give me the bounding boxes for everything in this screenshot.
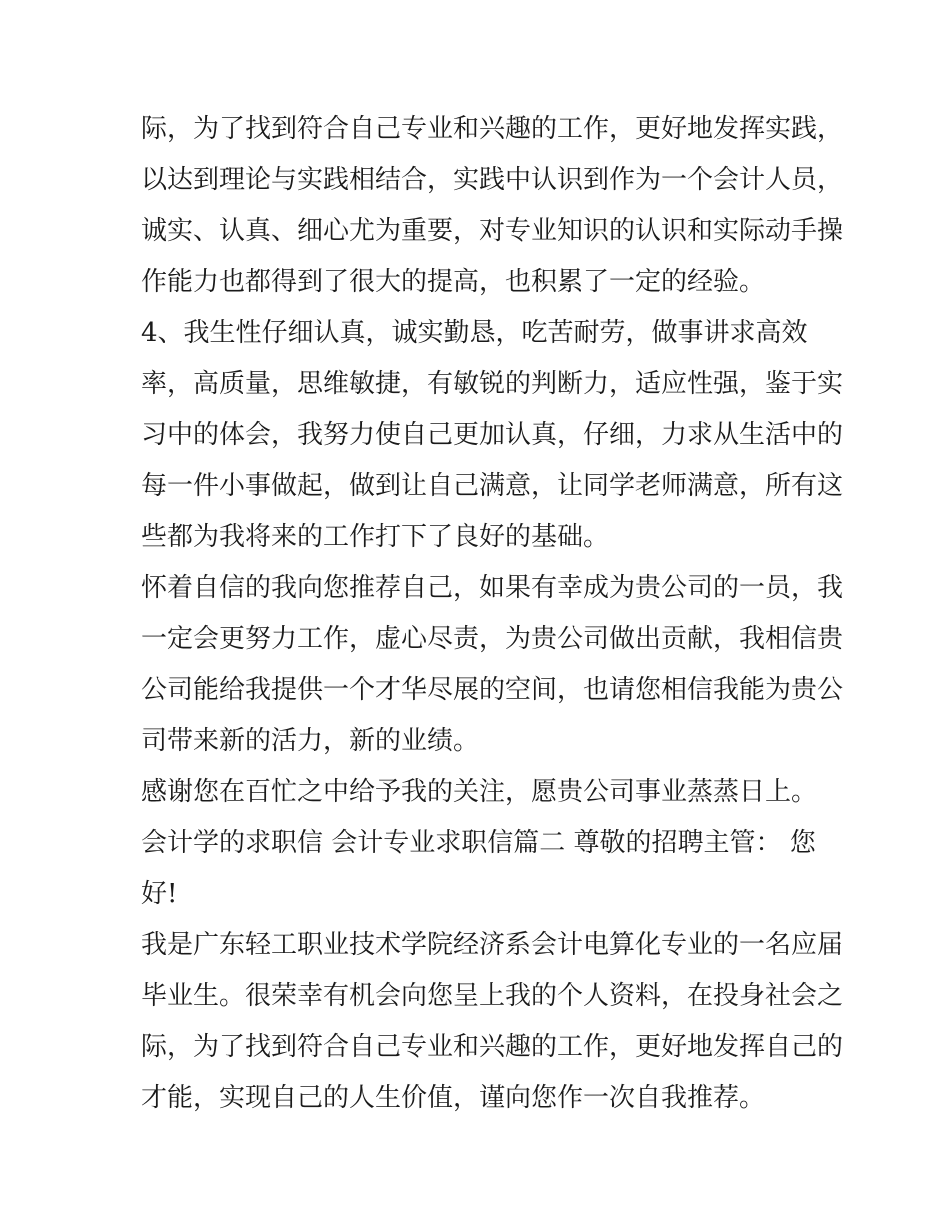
text-line: 每一件小事做起，做到让自己满意，让同学老师满意，所有这: [141, 471, 844, 501]
text-line: 怀着自信的我向您推荐自己，如果有幸成为贵公司的一员，我: [141, 573, 844, 603]
text-line: 以达到理论与实践相结合，实践中认识到作为一个会计人员，: [141, 165, 844, 195]
text-line: 好!: [141, 879, 178, 909]
text-line: 4、我生性仔细认真，诚实勤恳，吃苦耐劳，做事讲求高效: [141, 318, 808, 348]
text-line: 习中的体会，我努力使自己更加认真，仔细，力求从生活中的: [141, 420, 844, 450]
text-line: 公司能给我提供一个才华尽展的空间，也请您相信我能为贵公: [141, 675, 844, 705]
text-line: 诚实、认真、细心尤为重要，对专业知识的认识和实际动手操: [141, 216, 844, 246]
text-line: 我是广东轻工职业技术学院经济系会计电算化专业的一名应届: [141, 930, 844, 960]
text-line: 作能力也都得到了很大的提高，也积累了一定的经验。: [141, 267, 766, 297]
text-line: 司带来新的活力，新的业绩。: [141, 726, 480, 756]
text-line: 才能，实现自己的人生价值，谨向您作一次自我推荐。: [141, 1083, 766, 1113]
text-line: 感谢您在百忙之中给予我的关注，愿贵公司事业蒸蒸日上。: [141, 777, 818, 807]
text-line: 些都为我将来的工作打下了良好的基础。: [141, 522, 610, 552]
text-line: 际，为了找到符合自己专业和兴趣的工作，更好地发挥自己的: [141, 1032, 844, 1062]
text-line: 会计学的求职信 会计专业求职信篇二 尊敬的招聘主管： 您: [141, 828, 816, 858]
document-body: [141, 104, 844, 1124]
text-line: 一定会更努力工作，虚心尽责，为贵公司做出贡献，我相信贵: [141, 624, 844, 654]
text-line: 毕业生。很荣幸有机会向您呈上我的个人资料，在投身社会之: [141, 981, 844, 1011]
text-line: 率，高质量，思维敏捷，有敏锐的判断力，适应性强，鉴于实: [141, 369, 844, 399]
text-line: 际，为了找到符合自己专业和兴趣的工作，更好地发挥实践，: [141, 114, 844, 144]
